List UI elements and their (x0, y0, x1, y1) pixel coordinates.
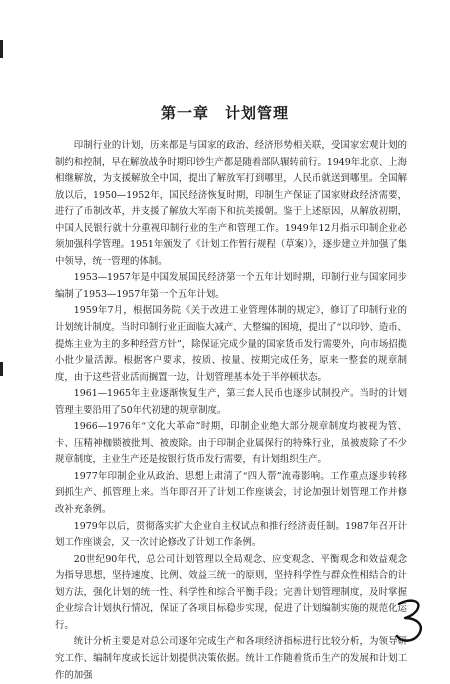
paragraph: 1953—1957年是中国发展国民经济第一个五年计划时期，印制行业与国家同步编制了1953—1957年第一个五年计划。 (55, 272, 407, 300)
paragraph: 1959年7月，根据国务院《关于改进工业管理体制的规定》，修订了印制行业的计划统计制度。当时印制行业正面临大减产、大整编的困境，提出了“以印钞、造币、提炼主业为主的多种经营方针”，除保证完成少量的国家货币发行需要外，向市场招揽小批少量活源。根据客户要求，按质、按量、按期完成任务，原来一整套的规章制度，由于这些营业活而搁置一边，计划管理基本处于半停顿状态。 (55, 305, 407, 383)
paragraph: 统计分析主要是对总公司逐年完成生产和各项经济指标进行比较分析，为领导研究工作、编制年度或长远计划提供决策依据。统计工作随着货币生产的发展和计划工作的加强 (55, 636, 407, 681)
paragraph: 20世纪90年代，总公司计划管理以全局观念、应变观念、平衡观念和效益观念为指导思想，坚持速度、比例、效益三统一的原则，坚持科学性与群众性相结合的计划方法，强化计划的统一性、科学性和综合平衡手段；完善计划管理制度，及时掌握企业综合计划执行情况，保证了各项目标稳步实现，促进了计划编制实施的规范化运行。 (55, 553, 407, 631)
chapter-title: 第一章 计划管理 (160, 104, 289, 123)
body-text (55, 138, 407, 684)
paragraph: 印制行业的计划，历来都是与国家的政治、经济形势相关联，受国家宏观计划的制约和控制，早在解放战争时期印钞生产都是随着部队辗转前行。1949年北京、上海相继解放，为支援解放全中国，提出了解放军打到哪里，人民币就送到哪里。全国解放以后，1950—1952年，国民经济恢复时期，印制生产保证了国家财政经济需要，进行了币制改革，并支援了解放大军南下和抗美援朝。鉴于上述原因，从解放初期，中国人民银行就十分重视印制行业的生产和管理工作。1949年12月指示印制企业必须加强科学管理。1951年颁发了《计划工作暂行规程（草案）》，逐步建立并加强了集中领导，统一管理的体制。 (55, 140, 407, 267)
handwritten-page-number (391, 596, 431, 646)
binding-edge-mark (0, 40, 3, 58)
paragraph: 1966—1976年“文化大革命”时期，印制企业绝大部分规章制度均被视为管、卡、压精神枷锁被批判、被废除。由于印制企业属保行的特殊行业，虽被废除了不少规章制度，主业生产还是按银行货币发行需要，有计划组织生产。 (55, 421, 407, 466)
paragraph: 1961—1965年主业逐渐恢复生产，第三套人民币也逐步试制投产。当时的计划管理主要沿用了50年代初建的规章制度。 (55, 388, 407, 416)
paragraph: 1977年印制企业从政治、思想上肃清了“四人帮”流毒影响。工作重点逐步转移到抓生产、抓管理上来。当年即召开了计划工作座谈会，讨论加强计划管理工作并修改补充条例。 (55, 470, 407, 516)
binding-edge-mark (0, 362, 3, 376)
paragraph: 1979年以后，贯彻落实扩大企业自主权试点和推行经济责任制。1987年召开计划工作座谈会，又一次讨论修改了计划工作条例。 (55, 520, 407, 549)
